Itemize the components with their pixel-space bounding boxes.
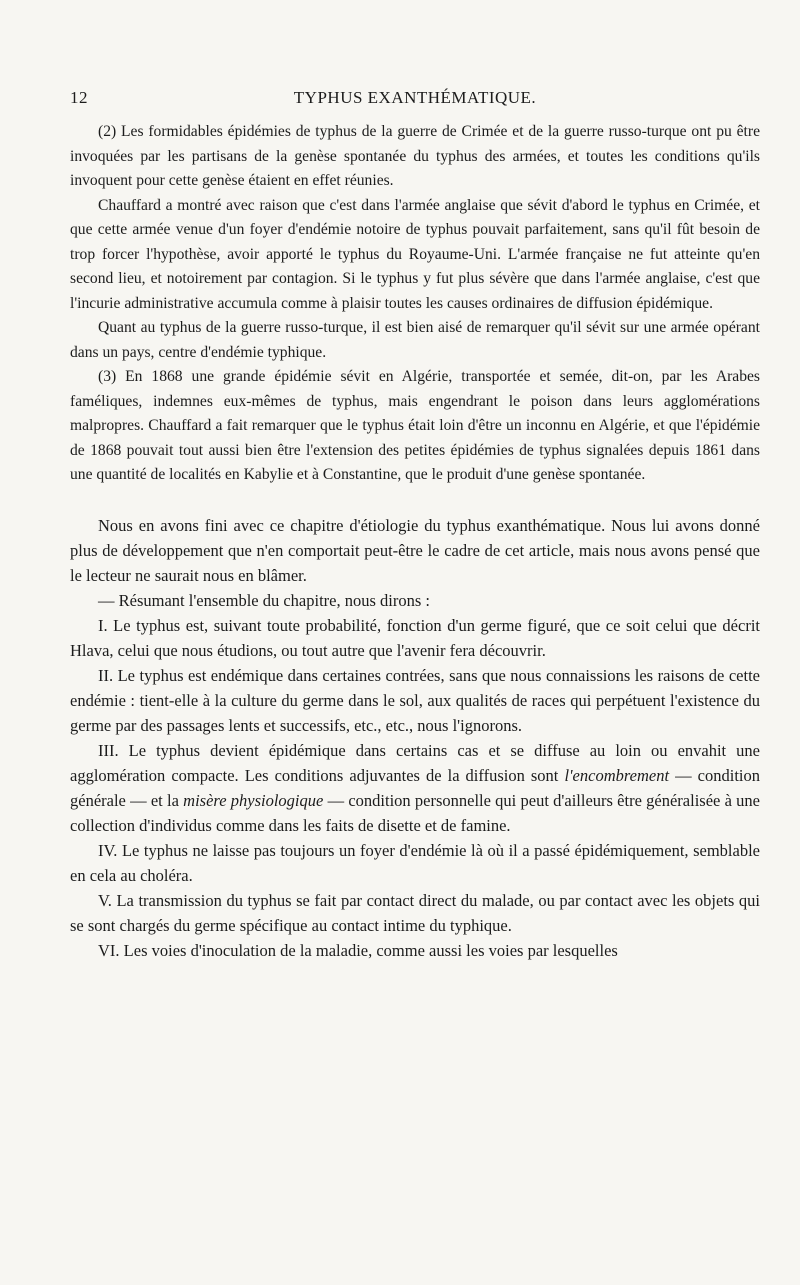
running-header	[70, 88, 760, 114]
summary-point-3-text-b: — condition générale — et la	[70, 765, 760, 810]
emphasis-encombrement: l'encombrement	[564, 765, 670, 785]
summary-point-5: V. La transmission du typhus se fait par contact direct du malade, ou par contact avec les objets qui se sont chargés du germe spécifique au contact intime du typhique.	[70, 890, 760, 935]
summary-point-3-text-a: III. Le typhus devient épidémique dans certains cas et se diffuse au loin ou envahit une agglomération compacte. Les conditions adjuvantes de la diffusion sont	[70, 740, 760, 785]
page-body	[70, 120, 760, 963]
footnote-2-russo-turque: Quant au typhus de la guerre russo-turque, il est bien aisé de remarquer qu'il sévit sur une armée opérant dans un pays, centre d'endémie typhique.	[70, 319, 760, 361]
running-title: TYPHUS EXANTHÉMATIQUE.	[293, 88, 537, 107]
footnote-3: (3) En 1868 une grande épidémie sévit en Algérie, transportée et semée, dit-on, par les Arabes faméliques, indemnes eux-mêmes de typhus, mais engendrant le poison dans leurs agglomérations malpropres. Chauffard a fait remarquer que le typhus était loin d'être un inconnu en Algérie, et que l'épidémie de 1868 pouvait tout aussi bien être l'extension des petites épidémies de typhus signalées depuis 1861 dans une quantité de localités en Kabylie et à Constantine, que le produit d'une genèse spontanée.	[70, 368, 760, 483]
summary-point-3	[70, 738, 760, 838]
summary-point-2: II. Le typhus est endémique dans certaines contrées, sans que nous connaissions les raisons de cette endémie : tient-elle à la culture du germe dans le sol, aux qualités de races qui perpétuent l'existence du germe par des passages lents et successifs, etc., etc., nous l'ignorons.	[70, 665, 760, 735]
summary-lead: — Résumant l'ensemble du chapitre, nous dirons :	[98, 590, 430, 610]
emphasis-misere-physiologique: misère physiologique	[183, 790, 324, 810]
summary-point-6: VI. Les voies d'inoculation de la maladie, comme aussi les voies par lesquelles	[98, 940, 618, 960]
footnote-2-chauffard: Chauffard a montré avec raison que c'est dans l'armée anglaise que sévit d'abord le typhus en Crimée, et que cette armée venue d'un foyer d'endémie notoire de typhus pouvait parfaitement, sans qu'il fût besoin de trop forcer l'hypothèse, avoir apporté le typhus du Royaume-Uni. L'armée française ne fut atteinte qu'en second lieu, et notoirement par contagion. Si le typhus y fut plus sévère que dans l'armée anglaise, c'est que l'incurie administrative accumula comme à plaisir toutes les causes ordinaires de diffusion épidémique.	[70, 196, 760, 312]
summary-point-4: IV. Le typhus ne laisse pas toujours un foyer d'endémie là où il a passé épidémiquement, semblable en cela au choléra.	[70, 840, 760, 885]
footnote-2: (2) Les formidables épidémies de typhus de la guerre de Crimée et de la guerre russo-turque ont pu être invoquées par les partisans de la genèse spontanée du typhus des armées, et toutes les conditions qu'ils invoquent pour cette genèse étaient en effet réunies.	[70, 123, 760, 189]
summary-point-1: I. Le typhus est, suivant toute probabilité, fonction d'un germe figuré, que ce soit celui que décrit Hlava, celui que nous étudions, ou tout autre que l'avenir fera découvrir.	[70, 615, 760, 660]
summary-point-3-text-c: — condition personnelle qui peut d'ailleurs être généralisée à une collection d'individus comme dans les faits de disette et de famine.	[70, 790, 760, 835]
chapter-conclusion-paragraph: Nous en avons fini avec ce chapitre d'étiologie du typhus exanthématique. Nous lui avons donné plus de développement que n'en comportait peut-être le cadre de cet article, mais nous avons pensé que le lecteur ne saurait nous en blâmer.	[70, 515, 760, 585]
page-number: 12	[70, 88, 88, 107]
